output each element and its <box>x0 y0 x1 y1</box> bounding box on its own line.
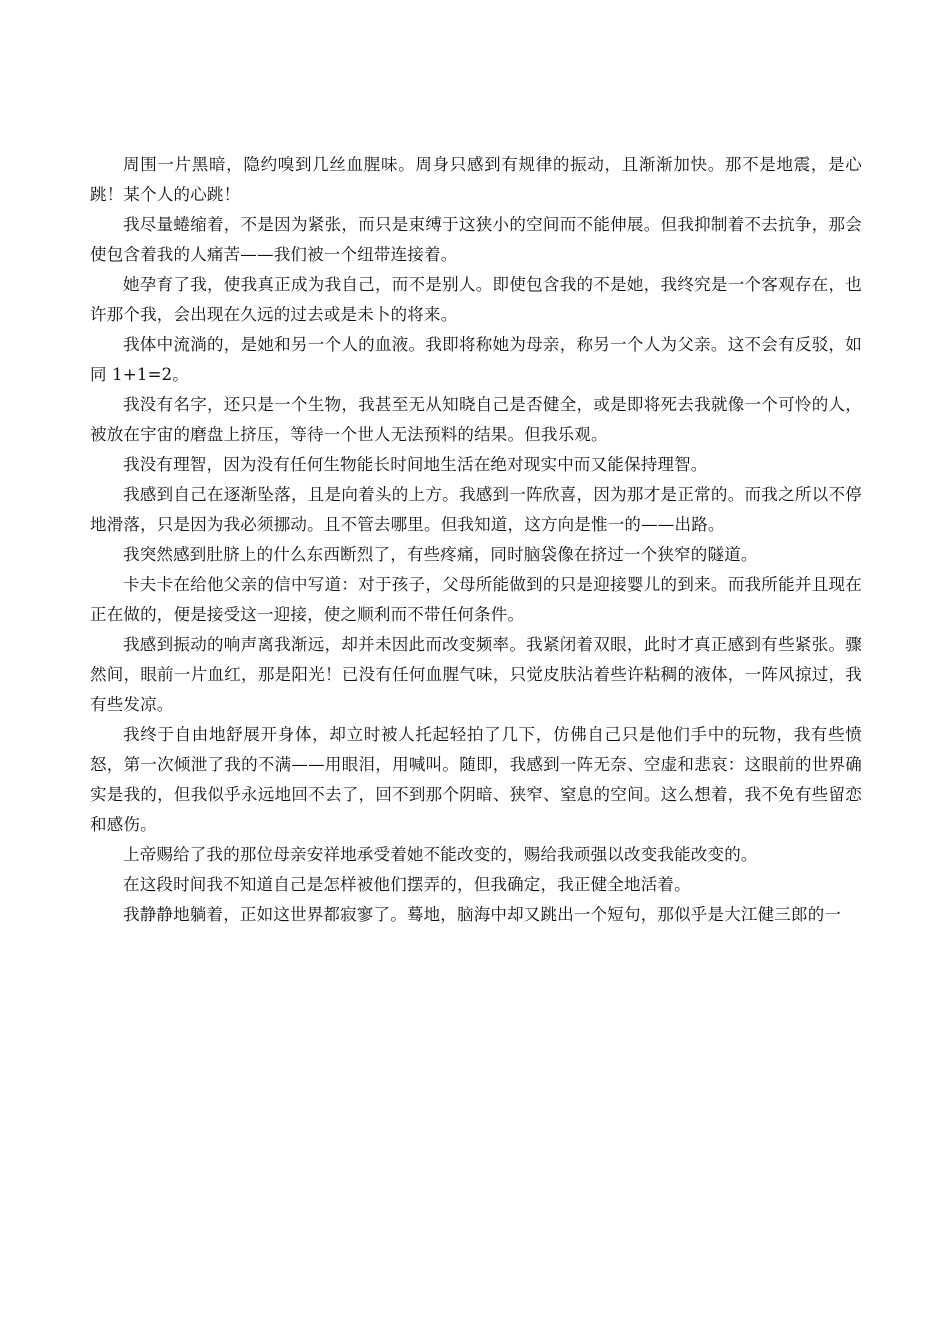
document-body <box>90 150 862 930</box>
paragraph-10: 我感到振动的响声离我渐远，却并未因此而改变频率。我紧闭着双眼，此时才真正感到有些紧张。骤然间，眼前一片血红，那是阳光！已没有任何血腥气味，只觉皮肤沾着些许粘稠的液体，一阵风掠过，我有些发凉。 <box>90 635 862 714</box>
paragraph-11: 我终于自由地舒展开身体，却立时被人托起轻拍了几下，仿佛自己只是他们手中的玩物，我有些愤怒，第一次倾泄了我的不满——用眼泪，用喊叫。随即，我感到一阵无奈、空虚和悲哀：这眼前的世界确实是我的，但我似乎永远地回不去了，回不到那个阴暗、狭窄、窒息的空间。这么想着，我不免有些留恋和感伤。 <box>90 725 862 834</box>
paragraph-4: 我体中流淌的，是她和另一个人的血液。我即将称她为母亲，称另一个人为父亲。这不会有反驳，如同 1+1=2。 <box>90 335 862 384</box>
paragraph-5: 我没有名字，还只是一个生物，我甚至无从知晓自己是否健全，或是即将死去我就像一个可怜的人，被放在宇宙的磨盘上挤压，等待一个世人无法预料的结果。但我乐观。 <box>90 395 862 444</box>
paragraph-9: 卡夫卡在给他父亲的信中写道：对于孩子，父母所能做到的只是迎接婴儿的到来。而我所能并且现在正在做的，便是接受这一迎接，使之顺利而不带任何条件。 <box>90 575 862 624</box>
paragraph-14: 我静静地躺着，正如这世界都寂寥了。蓦地，脑海中却又跳出一个短句，那似乎是大江健三郎的一 <box>123 905 842 924</box>
paragraph-12: 上帝赐给了我的那位母亲安祥地承受着她不能改变的，赐给我顽强以改变我能改变的。 <box>123 845 758 864</box>
paragraph-7: 我感到自己在逐渐坠落，且是向着头的上方。我感到一阵欣喜，因为那才是正常的。而我之所以不停地滑落，只是因为我必须挪动。且不管去哪里。但我知道，这方向是惟一的——出路。 <box>90 485 862 534</box>
paragraph-13: 在这段时间我不知道自己是怎样被他们摆弄的，但我确定，我正健全地活着。 <box>123 875 691 894</box>
paragraph-8: 我突然感到肚脐上的什么东西断烈了，有些疼痛，同时脑袋像在挤过一个狭窄的隧道。 <box>123 545 758 564</box>
paragraph-2: 我尽量蜷缩着，不是因为紧张，而只是束缚于这狭小的空间而不能伸展。但我抑制着不去抗争，那会使包含着我的人痛苦——我们被一个纽带连接着。 <box>90 215 862 264</box>
paragraph-1: 周围一片黑暗，隐约嗅到几丝血腥味。周身只感到有规律的振动，且渐渐加快。那不是地震，是心跳！某个人的心跳！ <box>90 155 862 204</box>
paragraph-3: 她孕育了我，使我真正成为我自己，而不是别人。即使包含我的不是她，我终究是一个客观存在，也许那个我，会出现在久远的过去或是未卜的将来。 <box>90 275 862 324</box>
paragraph-6: 我没有理智，因为没有任何生物能长时间地生活在绝对现实中而又能保持理智。 <box>123 455 708 474</box>
